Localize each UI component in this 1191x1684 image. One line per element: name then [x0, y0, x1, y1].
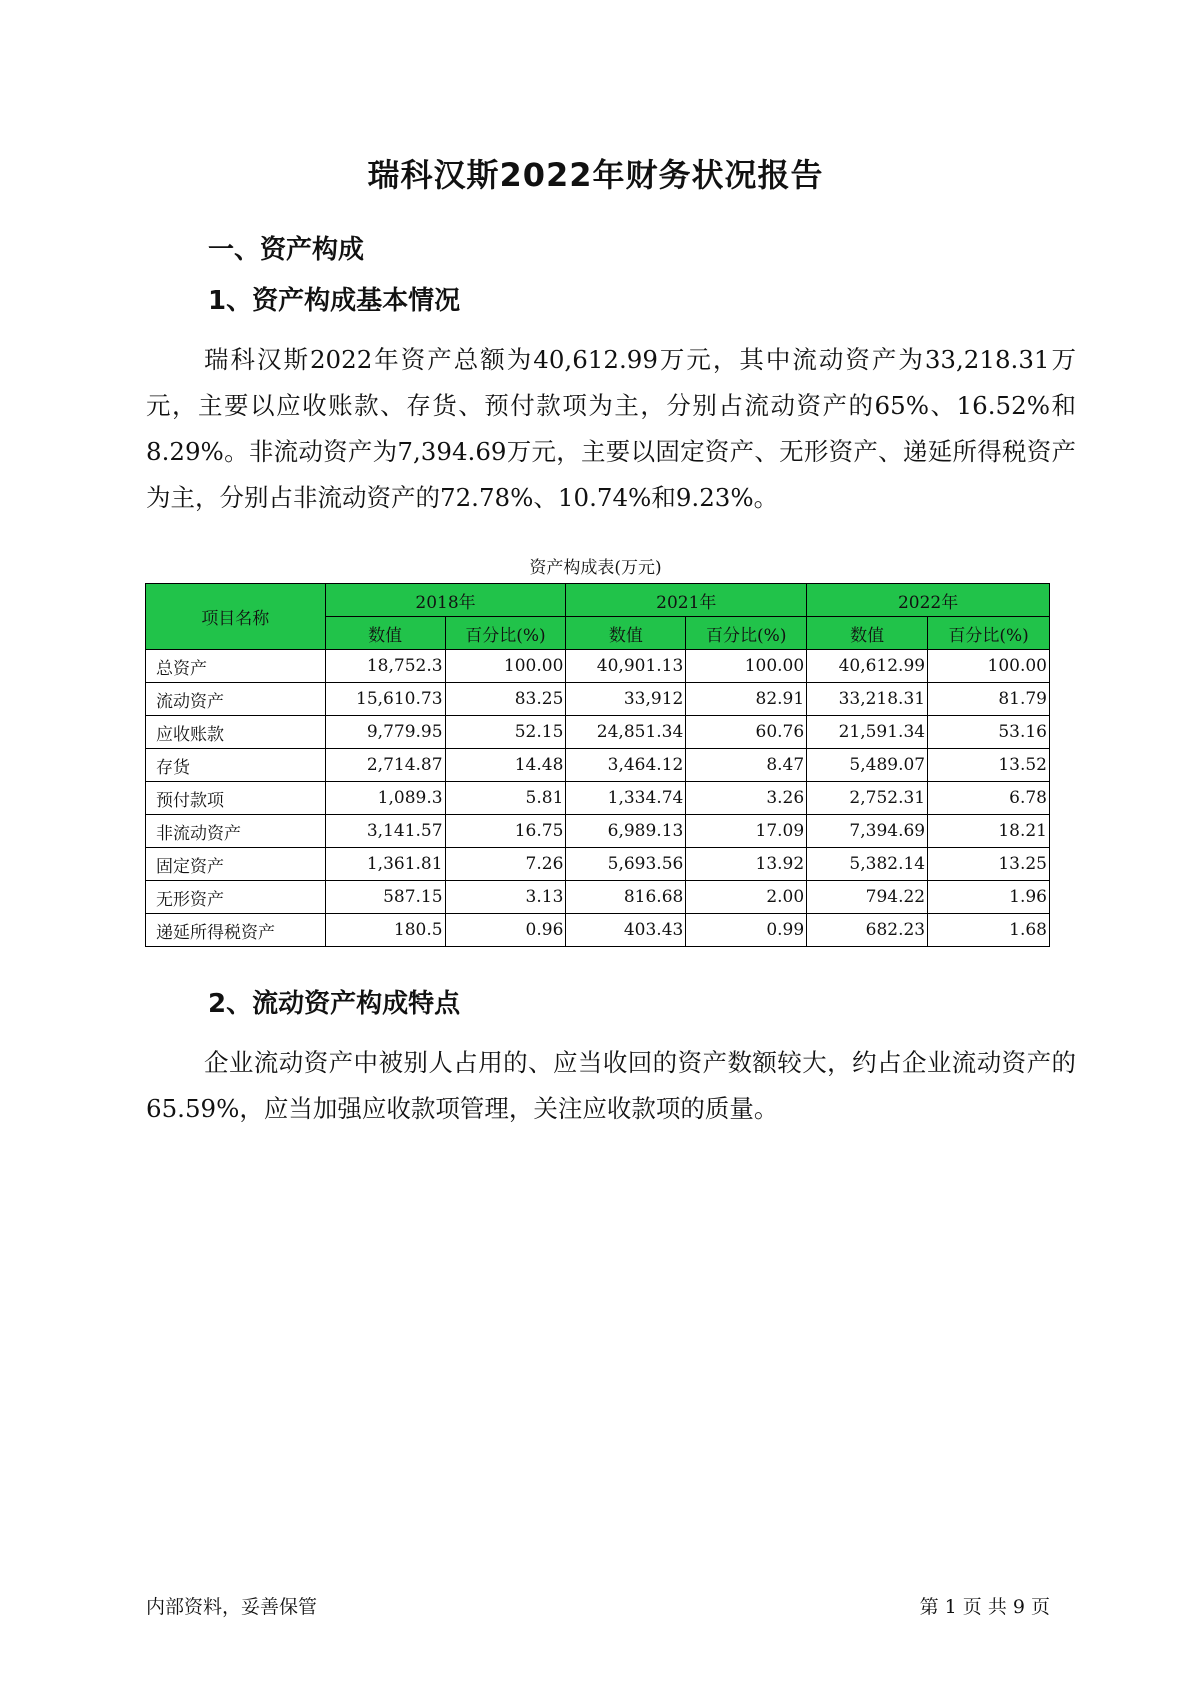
- cell-percent: 82.91: [686, 683, 807, 716]
- header-percent: 百分比(%): [928, 617, 1050, 650]
- cell-value: 3,141.57: [325, 815, 445, 848]
- table-row: [146, 848, 1050, 881]
- cell-percent: 100.00: [686, 650, 807, 683]
- cell-value: 1,334.74: [566, 782, 686, 815]
- row-item-name: 递延所得税资产: [146, 914, 326, 947]
- cell-value: 2,752.31: [807, 782, 928, 815]
- cell-value: 682.23: [807, 914, 928, 947]
- row-item-name: 流动资产: [146, 683, 326, 716]
- table-header-row-years: [146, 584, 1050, 617]
- cell-percent: 52.15: [445, 716, 566, 749]
- header-percent: 百分比(%): [686, 617, 807, 650]
- cell-value: 5,489.07: [807, 749, 928, 782]
- cell-percent: 53.16: [928, 716, 1050, 749]
- table-caption: 资产构成表(万元): [529, 558, 662, 578]
- cell-value: 816.68: [566, 881, 686, 914]
- row-item-name: 无形资产: [146, 881, 326, 914]
- subsection-heading-current-assets: 2、流动资产构成特点: [208, 989, 461, 1019]
- header-year-2018: 2018年: [325, 584, 566, 617]
- cell-value: 2,714.87: [325, 749, 445, 782]
- table-row: [146, 782, 1050, 815]
- cell-value: 6,989.13: [566, 815, 686, 848]
- header-percent: 百分比(%): [445, 617, 566, 650]
- header-year-2022: 2022年: [807, 584, 1050, 617]
- row-item-name: 预付款项: [146, 782, 326, 815]
- current-assets-paragraph: 企业流动资产中被别人占用的、应当收回的资产数额较大，约占企业流动资产的65.59%，应当加强应收款项管理，关注应收款项的质量。: [146, 1048, 1076, 1123]
- cell-percent: 13.52: [928, 749, 1050, 782]
- header-value: 数值: [807, 617, 928, 650]
- cell-value: 15,610.73: [325, 683, 445, 716]
- cell-percent: 60.76: [686, 716, 807, 749]
- table-row: [146, 716, 1050, 749]
- header-value: 数值: [566, 617, 686, 650]
- cell-percent: 1.68: [928, 914, 1050, 947]
- cell-percent: 0.96: [445, 914, 566, 947]
- cell-value: 33,912: [566, 683, 686, 716]
- cell-percent: 3.13: [445, 881, 566, 914]
- document-title: 瑞科汉斯2022年财务状况报告: [367, 156, 824, 194]
- cell-percent: 16.75: [445, 815, 566, 848]
- cell-percent: 1.96: [928, 881, 1050, 914]
- cell-value: 24,851.34: [566, 716, 686, 749]
- subsection-heading-basic-situation: 1、资产构成基本情况: [208, 286, 461, 316]
- cell-value: 18,752.3: [325, 650, 445, 683]
- cell-percent: 7.26: [445, 848, 566, 881]
- header-year-2021: 2021年: [566, 584, 807, 617]
- cell-percent: 100.00: [928, 650, 1050, 683]
- footer-page-number: 第 1 页 共 9 页: [919, 1596, 1050, 1618]
- cell-value: 403.43: [566, 914, 686, 947]
- cell-percent: 2.00: [686, 881, 807, 914]
- cell-value: 1,089.3: [325, 782, 445, 815]
- header-value: 数值: [325, 617, 445, 650]
- cell-value: 180.5: [325, 914, 445, 947]
- row-item-name: 非流动资产: [146, 815, 326, 848]
- table-row: [146, 881, 1050, 914]
- footer-confidential-note: 内部资料，妥善保管: [146, 1596, 318, 1618]
- cell-value: 40,901.13: [566, 650, 686, 683]
- cell-value: 33,218.31: [807, 683, 928, 716]
- table-row: [146, 683, 1050, 716]
- cell-value: 9,779.95: [325, 716, 445, 749]
- row-item-name: 总资产: [146, 650, 326, 683]
- cell-value: 5,693.56: [566, 848, 686, 881]
- header-item-name: 项目名称: [146, 584, 326, 650]
- cell-percent: 8.47: [686, 749, 807, 782]
- row-item-name: 固定资产: [146, 848, 326, 881]
- cell-percent: 81.79: [928, 683, 1050, 716]
- table-row: [146, 914, 1050, 947]
- cell-percent: 0.99: [686, 914, 807, 947]
- asset-summary-paragraph: 瑞科汉斯2022年资产总额为40,612.99万元，其中流动资产为33,218.31万元，主要以应收账款、存货、预付款项为主，分别占流动资产的65%、16.52%和8.29%。非流动资产为7,394.69万元，主要以固定资产、无形资产、递延所得税资产为主，分别占非流动资产的72.78%、10.74%和9.23%。: [146, 345, 1076, 512]
- cell-value: 587.15: [325, 881, 445, 914]
- row-item-name: 应收账款: [146, 716, 326, 749]
- cell-value: 40,612.99: [807, 650, 928, 683]
- cell-percent: 83.25: [445, 683, 566, 716]
- cell-percent: 18.21: [928, 815, 1050, 848]
- cell-percent: 14.48: [445, 749, 566, 782]
- cell-value: 21,591.34: [807, 716, 928, 749]
- cell-percent: 3.26: [686, 782, 807, 815]
- cell-percent: 13.25: [928, 848, 1050, 881]
- cell-percent: 5.81: [445, 782, 566, 815]
- cell-value: 5,382.14: [807, 848, 928, 881]
- cell-value: 3,464.12: [566, 749, 686, 782]
- cell-value: 794.22: [807, 881, 928, 914]
- row-item-name: 存货: [146, 749, 326, 782]
- cell-percent: 6.78: [928, 782, 1050, 815]
- table-row: [146, 815, 1050, 848]
- cell-percent: 100.00: [445, 650, 566, 683]
- cell-percent: 13.92: [686, 848, 807, 881]
- cell-percent: 17.09: [686, 815, 807, 848]
- table-row: [146, 749, 1050, 782]
- cell-value: 1,361.81: [325, 848, 445, 881]
- section-heading-asset-composition: 一、资产构成: [208, 235, 365, 265]
- table-row: [146, 650, 1050, 683]
- cell-value: 7,394.69: [807, 815, 928, 848]
- asset-composition-table: [145, 583, 1050, 947]
